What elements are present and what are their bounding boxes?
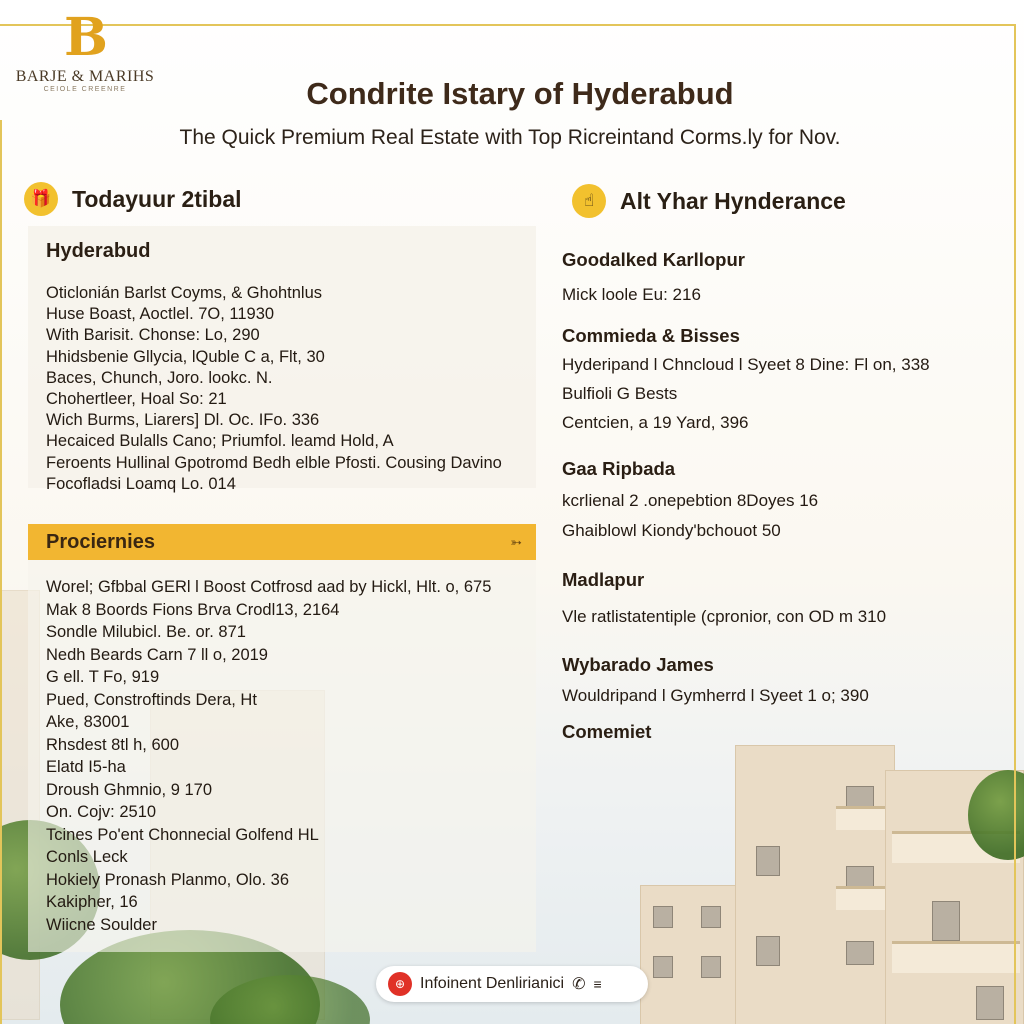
hand-icon: ☝ [572,184,606,218]
list-item: Droush Ghmnio, 9 170 [46,780,213,799]
area-detail: Vle ratlistatentiple (cpronior, con OD m 310 [562,607,887,626]
area-detail: Hyderipand l Chncloud l Syeet 8 Dine: Fl on, 338 [562,355,930,374]
area-title: Commieda & Bisses [562,325,740,346]
brand-logo[interactable] [10,7,160,93]
contact-pill[interactable] [376,966,648,1002]
contact-label: Infoinent Denlirianici [420,975,565,992]
list-item: With Barisit. Chonse: Lo, 290 [46,326,260,345]
gift-icon: 🎁 [24,182,58,216]
list-item: Wich Burms, Liarers] Dl. Oc. IFo. 336 [46,411,320,430]
list-item: Hhidsbenie Gllycia, lQuble C a, Flt, 30 [46,347,325,366]
list-item: Pued, Constroftinds Dera, Ht [46,690,257,709]
list-item: Nedh Beards Carn 7 ll o, 2019 [46,645,268,664]
list-item: On. Cojv: 2510 [46,803,157,821]
area-detail: kcrlienal 2 .onepebtion 8Doyes 16 [562,491,819,510]
logo-tagline: CEIOLE CREENRE [43,86,127,93]
location-pin-icon: ⊕ [388,972,412,996]
right-section-header [572,184,846,218]
list-item: Huse Boast, Aoctlel. 7O, 11930 [46,305,275,324]
list-item: Worel; Gfbbal GERl l Boost Cotfrosd aad by Hickl, Hlt. o, 675 [46,578,492,596]
page-title: Condrite Istary of Hyderabud [306,76,734,111]
logo-mark: B [64,7,108,68]
list-item: Hokiely Pronash Planmo, Olo. 36 [46,870,290,889]
area-detail: Centcien, a 19 Yard, 396 [562,413,749,432]
area-entry [562,458,1002,541]
list-item: Kakipher, 16 [46,893,138,911]
area-entry [562,654,1002,706]
list-item: Feroents Hullinal Gpotromd Bedh elble Pfosti. Cousing Davino [46,453,502,472]
logo-name: BARJE & MARIHS [15,68,155,85]
area-entry [562,325,1002,433]
right-section-heading: Alt Yhar Hynderance [620,187,846,214]
properties-header-bar[interactable] [28,524,536,560]
list-item: Baces, Chunch, Joro. lookc. N. [46,368,273,387]
left-section-heading: Todayuur 2tibal [72,185,242,212]
left-section-header [24,182,242,216]
area-title: Comemiet [562,721,652,742]
share-icon[interactable]: ➳ [510,533,522,550]
area-detail: Wouldripand l Gymherrd l Syeet 1 o; 390 [562,686,869,705]
list-item: Hecaiced Bulalls Cano; Priumfol. leamd Hold, A [46,432,394,451]
area-detail: Ghaiblowl Kiondy'bchouot 50 [562,521,781,540]
phone-icon[interactable]: ✆ [572,976,586,993]
list-item: Focofladsi Loamq Lo. 014 [46,474,236,493]
list-item: Chohertleer, Hoal So: 21 [46,390,227,409]
area-entry [562,721,1002,743]
area-detail: Mick loole Eu: 216 [562,285,701,304]
list-item: Tcines Po'ent Chonnecial Golfend HL [46,825,319,844]
list-item: Mak 8 Boords Fions Brva Crodl13, 2164 [46,600,340,619]
gold-frame-left [0,120,2,1024]
list-item: Oticlonián Barlst Coyms, & Ghohtnlus [46,284,323,302]
panel-title: Hyderabud [46,240,151,262]
menu-icon[interactable]: ≡ [593,976,602,992]
properties-heading: Prociernies [46,530,155,553]
area-title: Gaa Ripbada [562,458,676,479]
list-item: Wiicne Soulder [46,915,157,934]
list-item: Rhsdest 8tl h, 600 [46,735,179,754]
hyderabad-panel [28,226,536,493]
area-entry [562,249,1002,305]
area-title: Madlapur [562,569,645,590]
page-subtitle: The Quick Premium Real Estate with Top Ricreintand Corms.ly for Nov. [179,126,841,149]
area-title: Wybarado James [562,654,714,675]
area-detail: Bulfioli G Bests [562,384,678,403]
properties-panel [28,560,536,952]
area-entry [562,569,1002,627]
list-item: Conls Leck [46,848,128,866]
list-item: Elatd I5-ha [46,758,126,776]
list-item: G ell. T Fo, 919 [46,668,160,686]
list-item: Ake, 83001 [46,713,130,731]
list-item: Sondle Milubicl. Be. or. 871 [46,623,246,641]
area-title: Goodalked Karllopur [562,249,745,270]
